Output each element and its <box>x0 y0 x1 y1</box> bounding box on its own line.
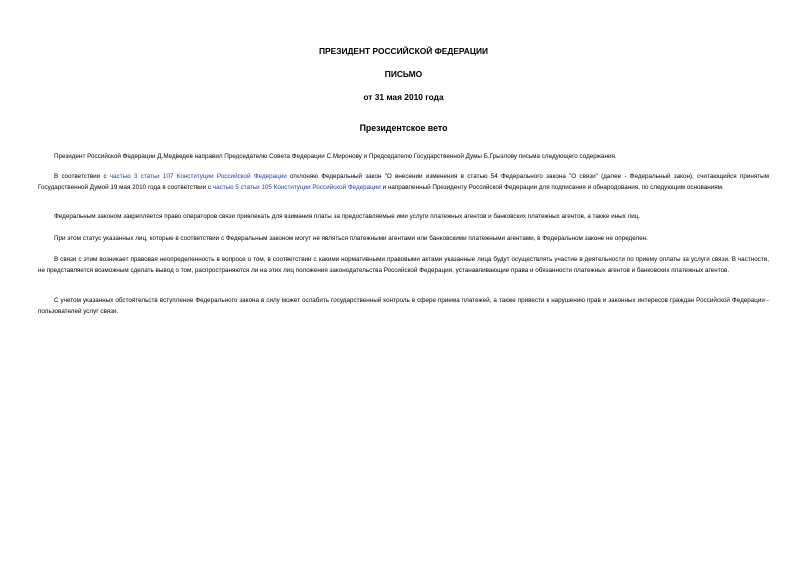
paragraph-veto-text-1: В соответствии с <box>54 173 110 180</box>
paragraph-veto <box>38 172 769 193</box>
document-date: от 31 мая 2010 года <box>363 92 444 102</box>
paragraph-legal-uncertainty: В связи с этим возникает правовая неопределенность в вопросе о том, в соответствии с какими нормативными правовыми актами указанные лица будут осуществлять участие в деятельности по приему оплаты за услуги связи. В частности, не представляется возможным сделать вывод о том, распространяются ли на этих лиц положения законодательства Российской Федерации, устанавливающие права и обязанности платежных агентов и банковских платежных агентов. <box>38 256 769 274</box>
paragraph-conclusion: С учетом указанных обстоятельств вступление Федерального закона в силу может ослабить государственный контроль в сфере приема платежей, а также привести к нарушению прав и законных интересов граждан Российской Федерации - пользователей услуг связи. <box>38 297 769 315</box>
paragraph-status-undefined: При этом статус указанных лиц, которые в соответствии с Федеральным законом могут не являться платежными агентами или банковскими платежными агентами, в Федеральном законе не определен. <box>54 235 648 242</box>
document-subject: Президентское вето <box>359 123 448 133</box>
paragraph-intro: Президент Российской Федерации Д.Медведев направил Председателю Совета Федерации С.Миронову и Председателю Государственной Думы Б.Грызлову письма следующего содержания. <box>54 153 617 160</box>
constitution-art-107-link[interactable]: частью 3 статьи 107 Конституции Российской Федерации <box>109 173 287 180</box>
constitution-art-105-link[interactable]: частью 5 статьи 105 Конституции Российской Федерации <box>212 183 381 191</box>
paragraph-operators-right: Федеральным законом закрепляется право операторов связи привлекать для взимания платы за предоставляемые ими услуги платежных агентов и банковских платежных агентов, а также иных лиц. <box>54 213 641 220</box>
document-issuer: ПРЕЗИДЕНТ РОССИЙСКОЙ ФЕДЕРАЦИИ <box>319 46 488 56</box>
paragraph-veto-text-3: и направленный Президенту Российской Федерации для подписания и обнародования, по следующим основаниям. <box>380 183 724 191</box>
paragraph-veto-text-2: отклоняю Федеральный закон "О внесении изменения в статью 54 Федерального закона "О связи" (далее - Федеральный закон), считающийся принятым Государственной Думой 19 мая 2010 года в соответствии с <box>38 173 769 191</box>
document-type: ПИСЬМО <box>384 69 423 79</box>
